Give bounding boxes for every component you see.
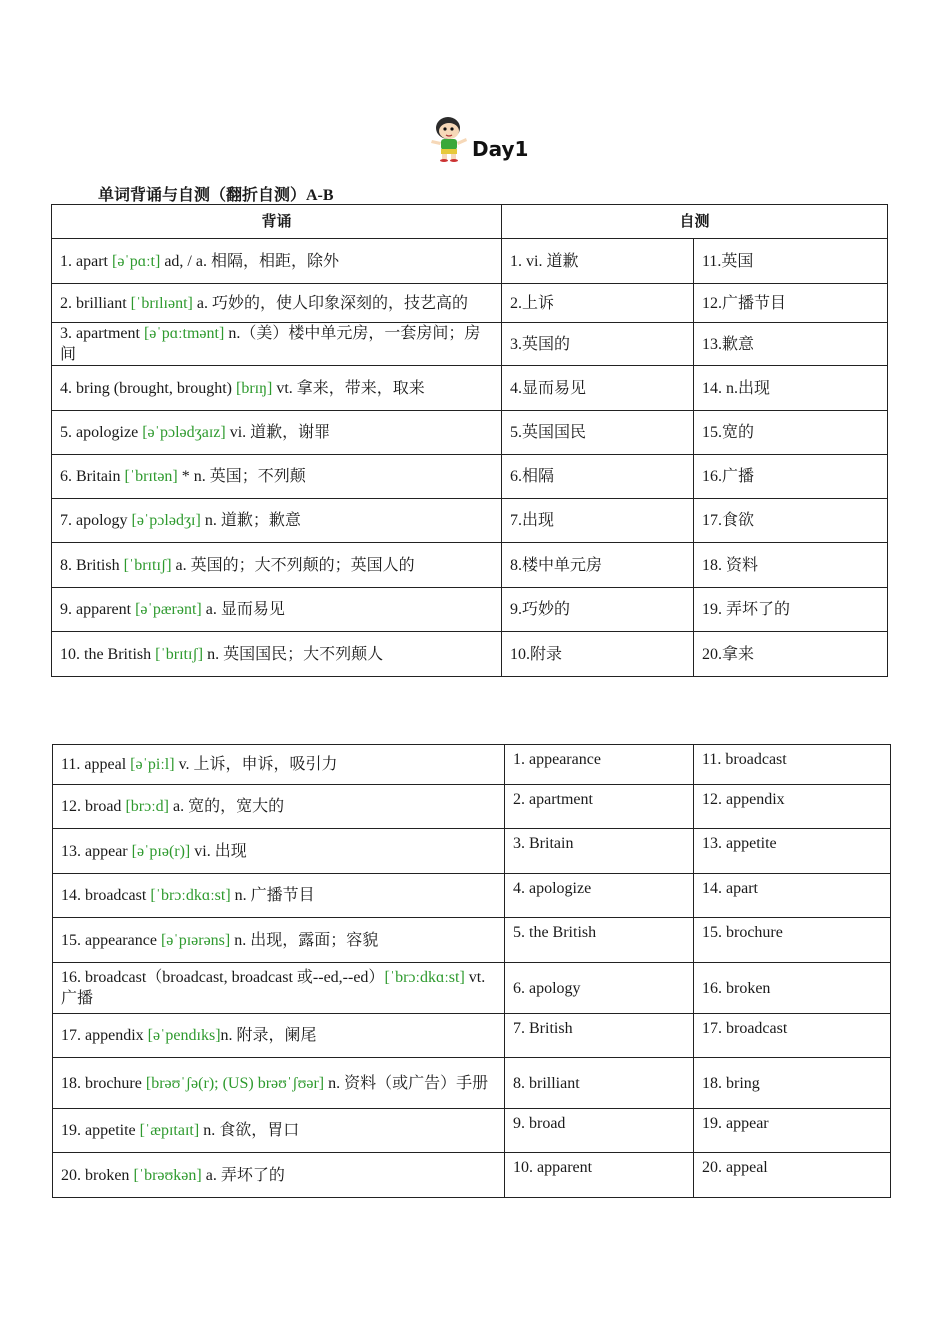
entry-phonetic: [ˈbrɔːdkɑːst] — [150, 887, 231, 904]
entry-definition: vi. 出现 — [190, 842, 247, 860]
selftest-cell: 16.广播 — [694, 455, 888, 499]
entry-phonetic: [əˈpiːl] — [130, 756, 175, 773]
entry-definition: a. 显而易见 — [201, 601, 285, 618]
entry-phonetic: [ˈæpɪtaɪt] — [139, 1122, 200, 1139]
entry-number: 20. — [61, 1166, 85, 1184]
selftest-cell: 9.巧妙的 — [502, 588, 694, 632]
entry-number: 8. — [60, 556, 76, 574]
selftest-cell: 12. appendix — [694, 785, 891, 829]
entry-number: 14. — [61, 887, 85, 904]
selftest-cell: 18. bring — [694, 1058, 891, 1109]
entry-number: 11. — [61, 756, 85, 773]
entry-phonetic: [brɪŋ] — [235, 379, 273, 397]
selftest-cell: 20. appeal — [694, 1153, 891, 1198]
selftest-cell: 17. broadcast — [694, 1014, 891, 1058]
word-entry — [52, 499, 502, 543]
selftest-cell: 5.英国国民 — [502, 411, 694, 455]
word-entry — [53, 1014, 505, 1058]
table-row — [53, 829, 891, 874]
selftest-cell: 4. apologize — [505, 874, 694, 918]
entry-phonetic: [ˈbrəʊkən] — [133, 1166, 202, 1184]
table-row — [53, 963, 891, 1014]
entry-word: appear — [85, 842, 132, 860]
entry-phonetic: [əˈpɑːtmənt] — [143, 325, 225, 342]
entry-word: broad — [85, 798, 126, 815]
word-entry — [52, 411, 502, 455]
table-row — [53, 918, 891, 963]
table-row — [53, 1058, 891, 1109]
entry-word: broken — [85, 1166, 134, 1184]
entry-phonetic: [ˈbrɔːdkɑːst] — [384, 969, 465, 986]
entry-definition: n. 道歉；歉意 — [200, 512, 301, 529]
word-entry — [52, 632, 502, 677]
header-recite: 背诵 — [52, 205, 502, 239]
entry-definition: a. 英国的；大不列颠的；英国人的 — [171, 556, 415, 574]
header-selftest: 自测 — [502, 205, 888, 239]
entry-phonetic: [əˈpɑːt] — [111, 252, 161, 270]
entry-number: 16. — [61, 969, 85, 986]
selftest-cell: 8.楼中单元房 — [502, 543, 694, 588]
entry-number: 15. — [61, 931, 85, 949]
entry-definition: n. 出现，露面；容貌 — [230, 931, 379, 949]
entry-number: 5. — [60, 424, 76, 441]
entry-definition: vt. 拿来，带来，取来 — [272, 379, 425, 397]
entry-word: appearance — [85, 931, 161, 949]
entry-phonetic: [brɔːd] — [125, 798, 169, 815]
entry-definition: n. 食欲，胃口 — [199, 1122, 300, 1139]
selftest-cell: 1. appearance — [505, 745, 694, 785]
entry-word: apology — [76, 512, 132, 529]
entry-phonetic: [ˈbrɪtɪʃ] — [123, 556, 172, 574]
selftest-cell: 7.出现 — [502, 499, 694, 543]
day-title: Day1 — [472, 137, 529, 161]
entry-word: brochure — [85, 1074, 146, 1092]
entry-definition: * n. 英国；不列颠 — [177, 468, 306, 485]
cartoon-boy-icon — [428, 114, 472, 162]
entry-definition: n.（美）楼中单元房，一套房间；房间 — [60, 325, 481, 363]
entry-word: Britain — [76, 468, 125, 485]
table-row — [52, 323, 888, 366]
entry-definition: a. 宽的，宽大的 — [168, 798, 285, 815]
recite-table-1 — [51, 204, 888, 677]
entry-phonetic: [əˈpɔlədʒaɪz] — [142, 424, 226, 441]
word-entry — [53, 829, 505, 874]
word-entry — [53, 874, 505, 918]
entry-word: appendix — [85, 1027, 148, 1044]
word-entry — [52, 366, 502, 411]
word-entry — [52, 543, 502, 588]
selftest-cell: 13. appetite — [694, 829, 891, 874]
selftest-cell: 18. 资料 — [694, 543, 888, 588]
entry-definition: vt. 广播 — [61, 969, 486, 1007]
entry-phonetic: [brəʊˈʃə(r); (US) brəʊˈʃʊər] — [145, 1074, 325, 1092]
selftest-cell: 14. apart — [694, 874, 891, 918]
entry-word: apologize — [76, 424, 143, 441]
entry-word: appetite — [85, 1122, 140, 1139]
entry-definition: n. 资料（或广告）手册 — [324, 1074, 489, 1092]
entry-definition: a. 巧妙的，使人印象深刻的，技艺高的 — [192, 294, 468, 312]
entry-word: appeal — [84, 756, 131, 773]
word-entry — [53, 1153, 505, 1198]
selftest-cell: 1. vi. 道歉 — [502, 239, 694, 284]
entry-word: broadcast — [85, 887, 151, 904]
entry-number: 12. — [61, 798, 85, 815]
table-row — [53, 1109, 891, 1153]
entry-definition: n. 附录，阑尾 — [220, 1027, 317, 1044]
entry-number: 6. — [60, 468, 76, 485]
entry-phonetic: [ˈbrɪtən] — [124, 468, 178, 485]
selftest-cell: 19. 弄坏了的 — [694, 588, 888, 632]
selftest-cell: 3.英国的 — [502, 323, 694, 366]
word-entry — [53, 785, 505, 829]
entry-number: 10. — [60, 645, 84, 663]
table-row — [53, 1014, 891, 1058]
page-subtitle: 单词背诵与自测（翻折自测）A-B — [98, 187, 334, 204]
entry-definition: n. 英国国民；大不列颠人 — [203, 645, 384, 663]
selftest-cell: 12.广播节目 — [694, 284, 888, 323]
selftest-cell: 10. apparent — [505, 1153, 694, 1198]
selftest-cell: 15. brochure — [694, 918, 891, 963]
entry-word: apparent — [76, 601, 136, 618]
entry-number: 7. — [60, 512, 76, 529]
table-row — [52, 543, 888, 588]
word-entry — [52, 455, 502, 499]
entry-phonetic: [əˈpɪə(r)] — [131, 842, 191, 860]
entry-phonetic: [əˈpɪərəns] — [160, 931, 231, 949]
table-row — [52, 411, 888, 455]
table-row — [52, 632, 888, 677]
selftest-cell: 2. apartment — [505, 785, 694, 829]
word-entry — [53, 745, 505, 785]
selftest-cell: 13.歉意 — [694, 323, 888, 366]
selftest-cell: 4.显而易见 — [502, 366, 694, 411]
entry-definition: n. 广播节目 — [230, 887, 315, 904]
title-block — [428, 112, 528, 162]
entry-definition: ad, / a. 相隔，相距，除外 — [160, 252, 339, 270]
table-row — [52, 588, 888, 632]
entry-number: 17. — [61, 1027, 85, 1044]
entry-definition: a. 弄坏了的 — [201, 1166, 285, 1184]
table-row — [52, 366, 888, 411]
word-entry — [52, 239, 502, 284]
selftest-cell: 16. broken — [694, 963, 891, 1014]
entry-word: broadcast（broadcast, broadcast 或--ed,--ed） — [85, 969, 385, 986]
selftest-cell: 3. Britain — [505, 829, 694, 874]
table-header-row — [52, 205, 888, 239]
selftest-cell: 14. n.出现 — [694, 366, 888, 411]
entry-word: bring (brought, brought) — [76, 379, 236, 397]
table-row — [52, 499, 888, 543]
table-row — [53, 874, 891, 918]
entry-phonetic: [əˈpɔlədʒɪ] — [131, 512, 201, 529]
entry-number: 3. — [60, 325, 76, 342]
table-row — [53, 745, 891, 785]
entry-number: 9. — [60, 601, 76, 618]
entry-phonetic: [əˈpærənt] — [135, 601, 202, 618]
entry-phonetic: [ˈbrɪlɪənt] — [130, 294, 193, 312]
word-entry — [52, 588, 502, 632]
selftest-cell: 10.附录 — [502, 632, 694, 677]
entry-number: 4. — [60, 379, 76, 397]
selftest-cell: 15.宽的 — [694, 411, 888, 455]
entry-definition: v. 上诉，申诉，吸引力 — [174, 756, 338, 773]
table-row — [53, 785, 891, 829]
entry-word: brilliant — [76, 294, 131, 312]
entry-phonetic: [ˈbrɪtɪʃ] — [155, 645, 204, 663]
word-entry — [53, 963, 505, 1014]
table-row — [52, 284, 888, 323]
table-row — [53, 1153, 891, 1198]
entry-number: 1. — [60, 252, 76, 270]
word-entry — [53, 918, 505, 963]
entry-definition: vi. 道歉，谢罪 — [225, 424, 331, 441]
entry-number: 19. — [61, 1122, 85, 1139]
selftest-cell: 6.相隔 — [502, 455, 694, 499]
entry-number: 13. — [61, 842, 85, 860]
selftest-cell: 9. broad — [505, 1109, 694, 1153]
word-entry — [52, 323, 502, 366]
entry-word: British — [76, 556, 124, 574]
selftest-cell: 5. the British — [505, 918, 694, 963]
recite-table-2 — [52, 744, 891, 1198]
entry-word: apartment — [76, 325, 144, 342]
table-row — [52, 239, 888, 284]
selftest-cell: 20.拿来 — [694, 632, 888, 677]
selftest-cell: 11.英国 — [694, 239, 888, 284]
selftest-cell: 19. appear — [694, 1109, 891, 1153]
selftest-cell: 11. broadcast — [694, 745, 891, 785]
table-row — [52, 455, 888, 499]
entry-number: 18. — [61, 1074, 85, 1092]
selftest-cell: 8. brilliant — [505, 1058, 694, 1109]
entry-word: apart — [76, 252, 112, 270]
entry-phonetic: [əˈpendɪks] — [147, 1027, 221, 1044]
word-entry — [53, 1109, 505, 1153]
selftest-cell: 17.食欲 — [694, 499, 888, 543]
entry-word: the British — [84, 645, 156, 663]
selftest-cell: 7. British — [505, 1014, 694, 1058]
selftest-cell: 2.上诉 — [502, 284, 694, 323]
word-entry — [53, 1058, 505, 1109]
entry-number: 2. — [60, 294, 76, 312]
word-entry — [52, 284, 502, 323]
selftest-cell: 6. apology — [505, 963, 694, 1014]
